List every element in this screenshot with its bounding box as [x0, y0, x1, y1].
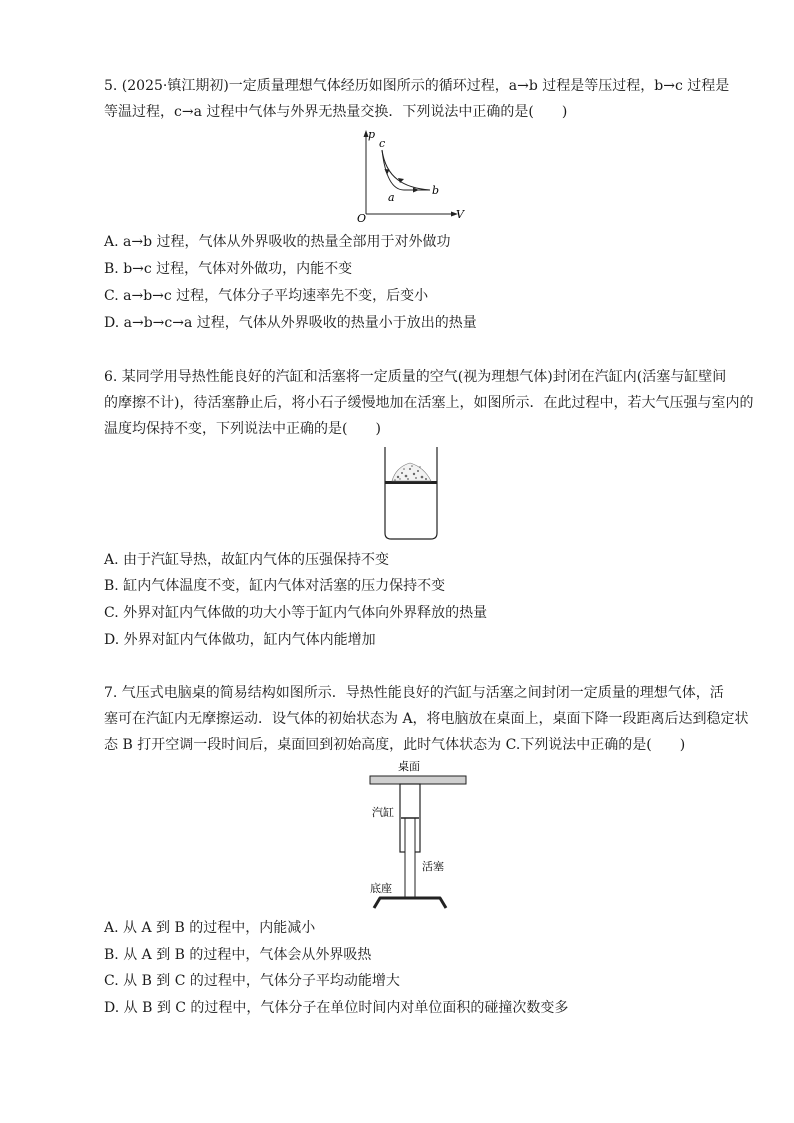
pv-cycle-diagram [352, 128, 472, 224]
question-5-option-b: B. b→c 过程，气体对外做功，内能不变 [104, 261, 353, 277]
desk-svg [362, 758, 472, 912]
question-7-stem [104, 680, 749, 758]
question-7-option-a: A. 从 A 到 B 的过程中，内能减小 [104, 920, 316, 936]
label-b: b [432, 184, 440, 197]
question-6-line-1: 6. 某同学用导热性能良好的汽缸和活塞将一定质量的空气(视为理想气体)封闭在汽缸内(活塞与缸壁间 [104, 369, 727, 385]
piston [385, 481, 437, 484]
computer-desk-figure [362, 758, 472, 912]
pv-diagram-svg [352, 128, 472, 224]
question-6-stem [104, 364, 754, 442]
question-5-option-c: C. a→b→c 过程，气体分子平均速率先不变，后变小 [104, 288, 429, 304]
piston-rod [405, 818, 415, 898]
question-7-line-2: 塞可在汽缸内无摩擦运动．设气体的初始状态为 A，将电脑放在桌面上，桌面下降一段距离后达到稳定状 [104, 711, 749, 727]
label-cylinder: 汽缸 [372, 806, 394, 819]
question-5-line-2: 等温过程，c→a 过程中气体与外界无热量交换．下列说法中正确的是( ) [104, 104, 568, 120]
question-6-line-2: 的摩擦不计)，待活塞静止后，将小石子缓慢地加在活塞上，如图所示．在此过程中，若大气压强与室内的 [104, 395, 754, 411]
question-7-option-b: B. 从 A 到 B 的过程中，气体会从外界吸热 [104, 947, 372, 963]
label-c: c [379, 137, 386, 150]
question-7-line-3: 态 B 打开空调一段时间后，桌面回到初始高度，此时气体状态为 C.下列说法中正确的是( ) [104, 737, 686, 753]
label-p: p [368, 128, 376, 141]
question-6-option-b: B. 缸内气体温度不变，缸内气体对活塞的压力保持不变 [104, 578, 446, 594]
question-5-option-a: A. a→b 过程，气体从外界吸收的热量全部用于对外做功 [104, 234, 451, 250]
question-5-stem [104, 73, 730, 125]
question-6-option-d: D. 外界对缸内气体做功，缸内气体内能增加 [104, 632, 376, 648]
cylinder-svg [380, 445, 442, 541]
cylinder-wall [385, 447, 437, 539]
label-piston: 活塞 [422, 860, 444, 873]
question-7-option-c: C. 从 B 到 C 的过程中，气体分子平均动能增大 [104, 973, 400, 989]
label-v: V [456, 208, 464, 221]
question-6-option-a: A. 由于汽缸导热，故缸内气体的压强保持不变 [104, 552, 390, 568]
label-base: 底座 [370, 882, 392, 895]
base-stand [374, 898, 446, 908]
question-7-line-1: 7. 气压式电脑桌的简易结构如图所示．导热性能良好的汽缸与活塞之间封闭一定质量的理想气体，活 [104, 685, 724, 701]
question-7-option-d: D. 从 B 到 C 的过程中，气体分子在单位时间内对单位面积的碰撞次数变多 [104, 1000, 569, 1016]
question-6-option-c: C. 外界对缸内气体做的功大小等于缸内气体向外界释放的热量 [104, 605, 488, 621]
label-desktop: 桌面 [398, 760, 420, 773]
question-6-line-3: 温度均保持不变，下列说法中正确的是( ) [104, 421, 381, 437]
cylinder-with-stones-figure [380, 445, 442, 541]
label-a: a [388, 191, 395, 204]
desktop-plate [370, 776, 466, 784]
label-origin: O [357, 212, 367, 225]
question-5-line-1: 5. (2025·镇江期初)一定质量理想气体经历如图所示的循环过程，a→b 过程是等压过程，b→c 过程是 [104, 78, 730, 94]
arrow-c-a [385, 169, 390, 175]
question-5-option-d: D. a→b→c→a 过程，气体从外界吸收的热量小于放出的热量 [104, 315, 477, 331]
